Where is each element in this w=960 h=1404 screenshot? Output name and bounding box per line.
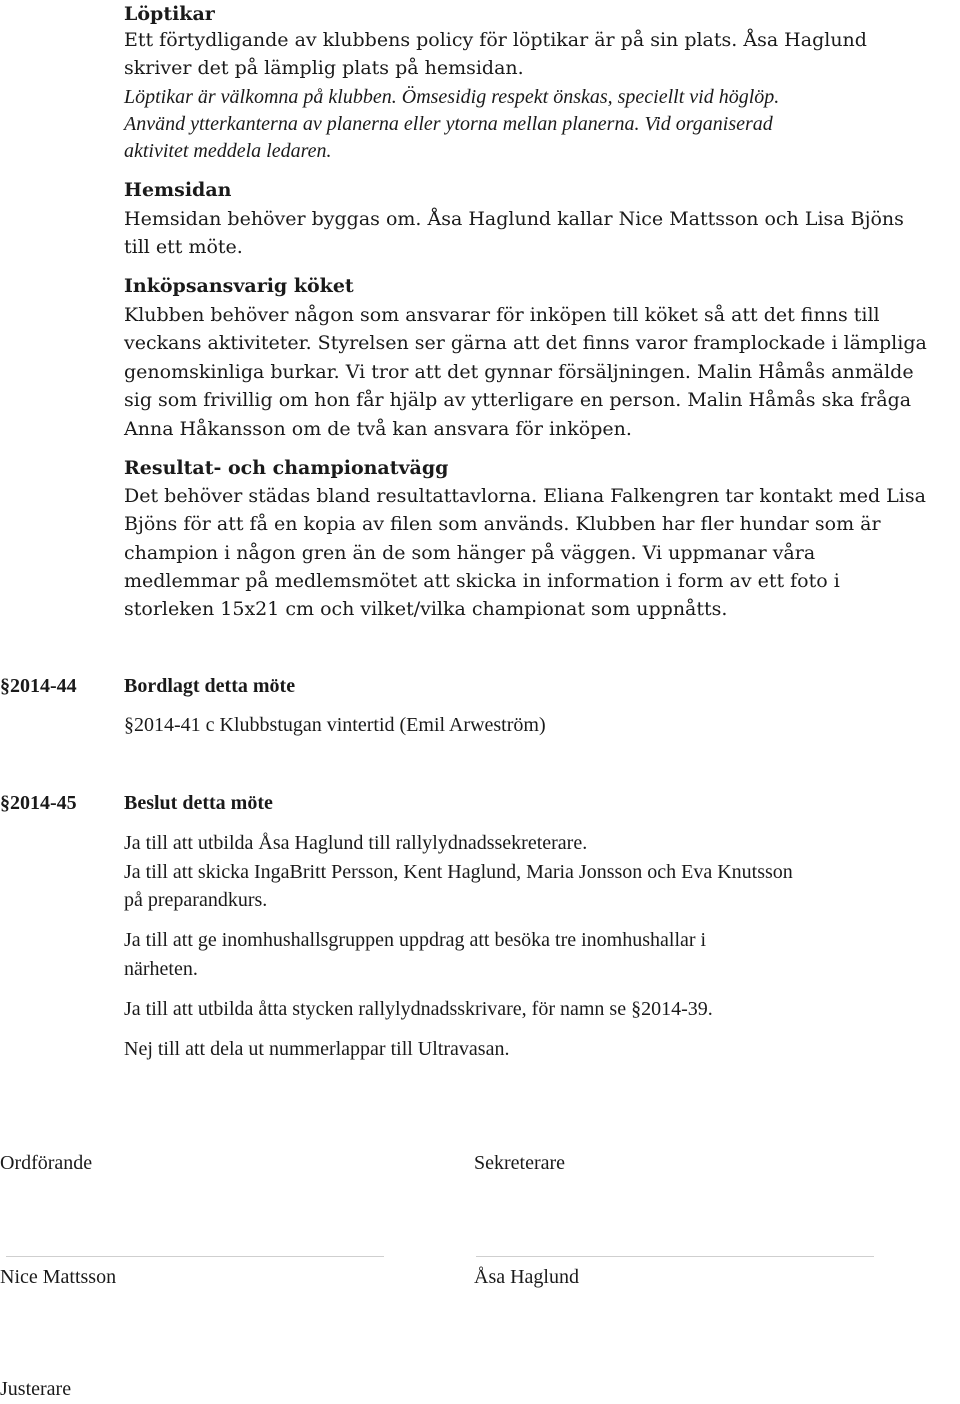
inkop-line-1: Klubben behöver någon som ansvarar för inköpen till köket så att det finns till [124,304,880,326]
inkop-line-2: veckans aktiviteter. Styrelsen ser gärna att det finns varor framplockade i lämpliga [124,332,927,354]
hemsidan-line-2: till ett möte. [124,236,243,258]
paragraph-title-45: Beslut detta möte [124,792,273,814]
signature-line-chair [6,1256,384,1257]
loptikar-policy-line-1: Löptikar är välkomna på klubben. Ömsesidig respekt önskas, speciellt vid höglöp. [124,86,780,108]
resultat-line-1: Det behöver städas bland resultattavlorna. Eliana Falkengren tar kontakt med Lisa [124,485,926,507]
inkop-line-5: Anna Håkansson om de två kan ansvara för inköpen. [124,418,632,440]
loptikar-line-2: skriver det på lämplig plats på hemsidan. [124,57,524,79]
decision-line-1: Ja till att utbilda Åsa Haglund till rallylydnadssekreterare. [124,832,588,854]
loptikar-policy-line-2: Använd ytterkanterna av planerna eller ytorna mellan planerna. Vid organiserad [124,113,773,135]
section-title-loptikar: Löptikar [124,3,215,25]
signature-role-adjuster: Justerare [0,1378,72,1400]
signature-line-secretary [476,1256,874,1257]
decision-line-2: Ja till att skicka IngaBritt Persson, Kent Haglund, Maria Jonsson och Eva Knutsson [124,861,793,883]
inkop-line-3: genomskinliga burkar. Vi tror att det gynnar försäljningen. Malin Håmås anmälde [124,361,914,383]
section-title-resultat: Resultat- och championatvägg [124,457,449,479]
resultat-line-2: Bjöns för att få en kopia av filen som används. Klubben har fler hundar som är [124,513,881,535]
resultat-line-3: champion i någon gren än de som hänger på väggen. Vi uppmanar våra [124,542,816,564]
hemsidan-line-1: Hemsidan behöver byggas om. Åsa Haglund kallar Nice Mattsson och Lisa Bjöns [124,208,904,230]
section-title-hemsidan: Hemsidan [124,179,232,201]
decision-line-5: närheten. [124,958,198,980]
loptikar-policy-line-3: aktivitet meddela ledaren. [124,140,332,162]
paragraph-item-44: §2014-41 c Klubbstugan vintertid (Emil Arweström) [124,714,546,736]
resultat-line-5: storleken 15x21 cm och vilket/vilka championat som uppnåtts. [124,598,728,620]
signature-name-chair: Nice Mattsson [0,1266,117,1288]
signature-name-secretary: Åsa Haglund [474,1266,579,1288]
decision-line-6: Ja till att utbilda åtta stycken rallylydnadsskrivare, för namn se §2014-39. [124,998,713,1020]
decision-line-4: Ja till att ge inomhushallsgruppen uppdrag att besöka tre inomhushallar i [124,929,707,951]
inkop-line-4: sig som frivillig om hon får hjälp av ytterligare en person. Malin Håmås ska fråga [124,389,912,411]
paragraph-number-44: §2014-44 [0,675,77,697]
section-title-inkop: Inköpsansvarig köket [124,275,354,297]
resultat-line-4: medlemmar på medlemsmötet att skicka in information i form av ett foto i [124,570,840,592]
paragraph-title-44: Bordlagt detta möte [124,675,296,697]
paragraph-number-45: §2014-45 [0,792,77,814]
signature-role-secretary: Sekreterare [474,1152,566,1174]
loptikar-line-1: Ett förtydligande av klubbens policy för löptikar är på sin plats. Åsa Haglund [124,29,867,51]
signature-role-chair: Ordförande [0,1152,93,1174]
decision-line-7: Nej till att dela ut nummerlappar till Ultravasan. [124,1038,510,1060]
decision-line-3: på preparandkurs. [124,889,268,911]
